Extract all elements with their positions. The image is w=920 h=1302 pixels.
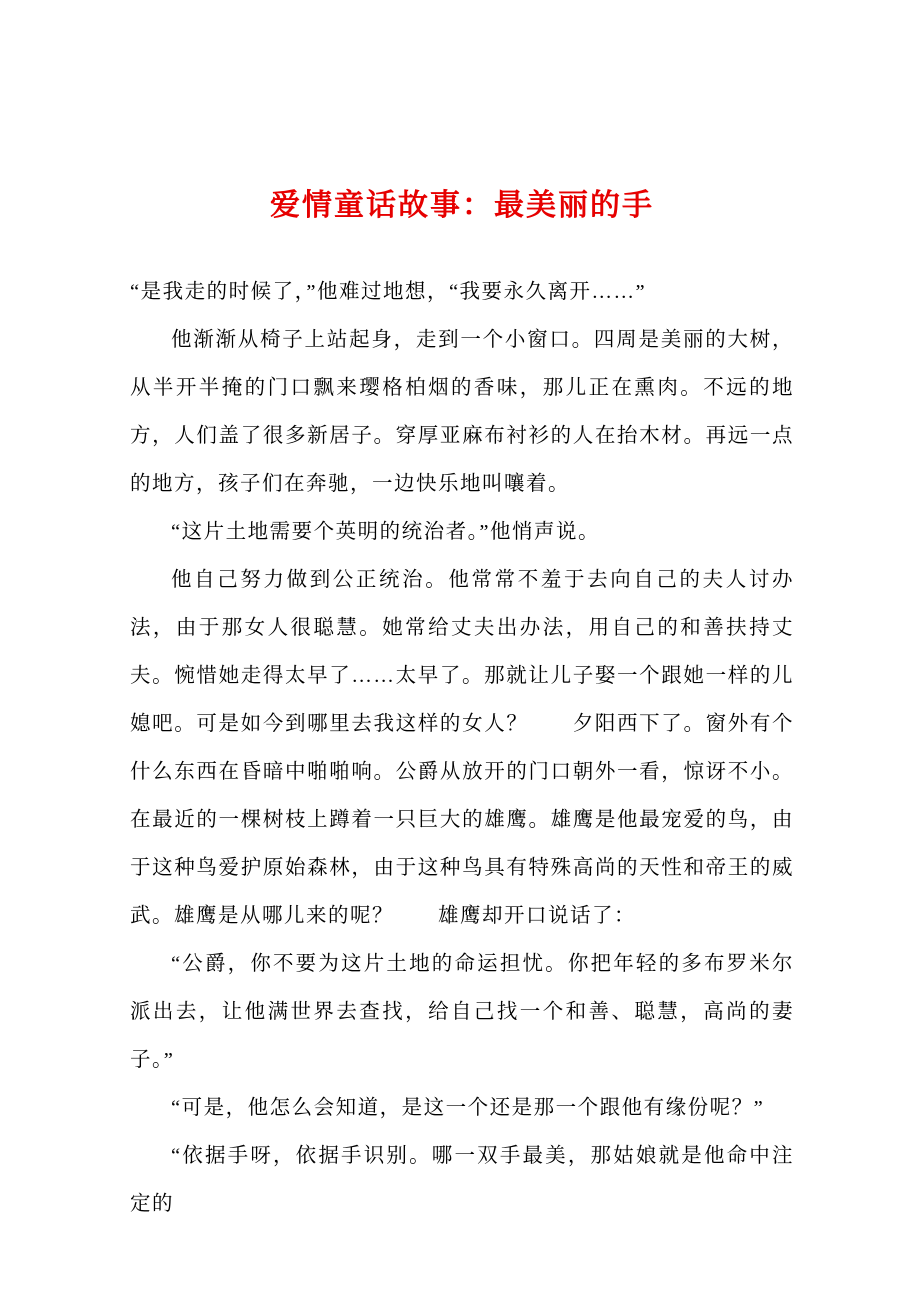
paragraph-7: “依据手呀，依据手识别。哪一双手最美，那姑娘就是他命中注定的 bbox=[130, 1145, 794, 1215]
paragraph-1: “是我走的时候了，”他难过地想，“我要永久离开……” bbox=[130, 281, 647, 303]
paragraph-6: “可是，他怎么会知道，是这一个还是那一个跟他有缘份呢？” bbox=[171, 1097, 765, 1119]
paragraph-3: “这片土地需要个英明的统治者。”他悄声说。 bbox=[171, 521, 600, 543]
document-title: 爱情童话故事：最美丽的手 bbox=[270, 189, 654, 222]
paragraph-5: “公爵，你不要为这片土地的命运担忧。你把年轻的多布罗米尔派出去，让他满世界去查找，给自己找一个和善、聪慧，高尚的妻子。” bbox=[130, 953, 794, 1071]
paragraph-4: 他自己努力做到公正统治。他常常不羞于去向自己的夫人讨办法，由于那女人很聪慧。她常给丈夫出办法，用自己的和善扶持丈夫。惋惜她走得太早了……太早了。那就让儿子娶一个跟她一样的儿媳吧。可是如今到哪里去我这样的女人？ 夕阳西下了。窗外有个什么东西在昏暗中啪啪响。公爵从放开的门口朝外一看，惊讶不小。在最近的一棵树枝上蹲着一只巨大的雄鹰。雄鹰是他最宠爱的鸟，由于这种鸟爱护原始森林，由于这种鸟具有特殊高尚的天性和帝王的威武。雄鹰是从哪儿来的呢？ 雄鹰却开口说话了： bbox=[130, 569, 794, 927]
paragraph-2: 他渐渐从椅子上站起身，走到一个小窗口。四周是美丽的大树，从半开半掩的门口飘来璎格柏烟的香味，那儿正在熏肉。不远的地方，人们盖了很多新居子。穿厚亚麻布衬衫的人在抬木材。再远一点的地方，孩子们在奔驰，一边快乐地叫嚷着。 bbox=[130, 329, 794, 495]
